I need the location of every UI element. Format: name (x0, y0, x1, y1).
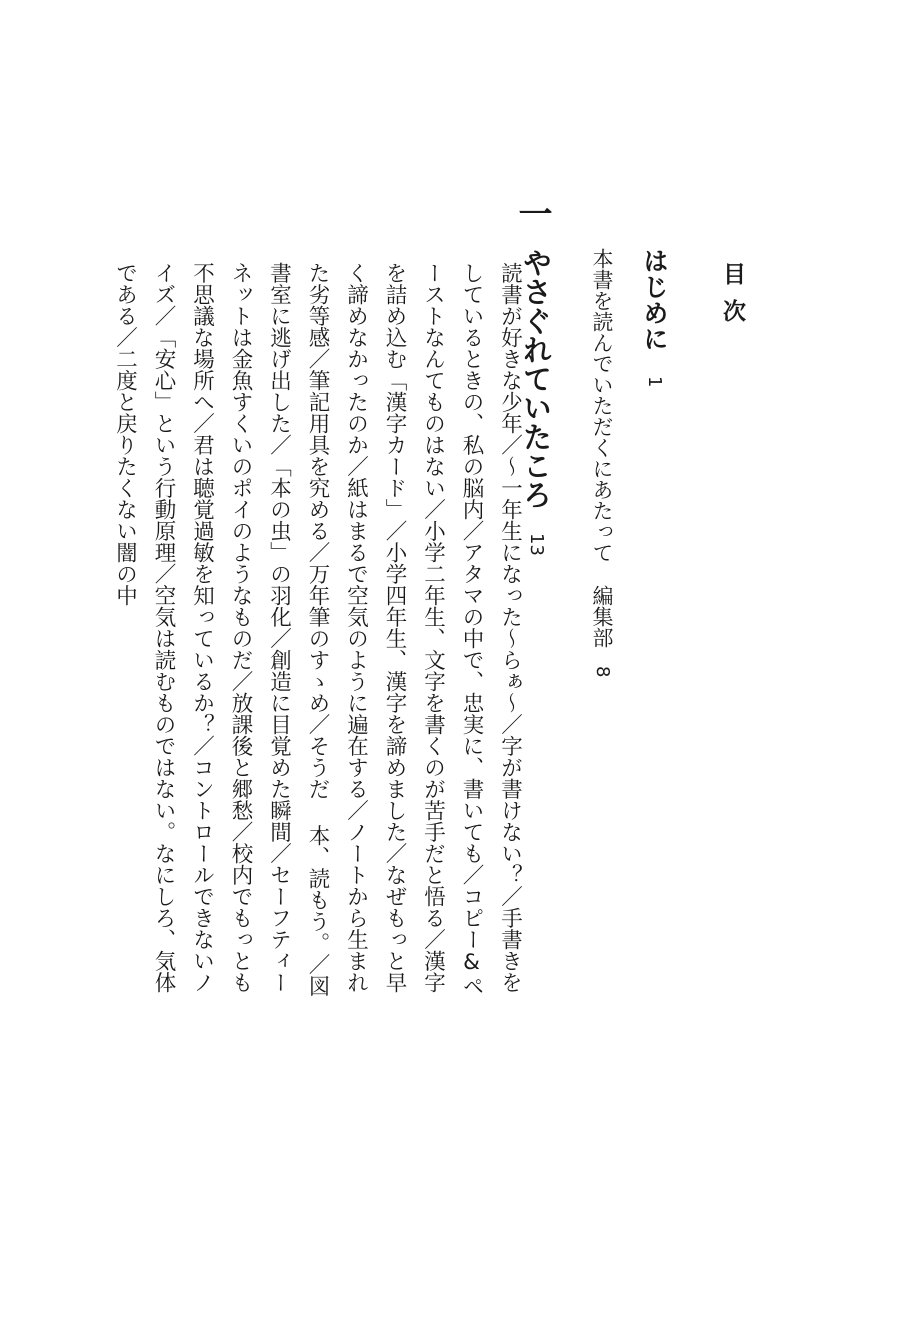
summary-line: く諦めなかったのか／紙はまるで空気のように遍在する／ノートから生まれ (343, 262, 369, 993)
toc-entry-reading-notes[interactable] (587, 248, 617, 677)
summary-line: た劣等感／筆記用具を究める／万年筆のすゝめ／そうだ 本、読もう。／図 (305, 262, 330, 997)
toc-entry-page: 8 (592, 666, 613, 678)
toc-entry-introduction[interactable] (636, 248, 672, 388)
toc-entry-title: はじめに (640, 248, 669, 352)
summary-line: を詰め込む「漢字カード」／小学四年生、漢字を諦めました／なぜもっと早 (382, 262, 407, 993)
summary-line: 読書が好きな少年／〜一年生になった〜らぁ〜／字が書けない？／手書きを (497, 262, 523, 993)
toc-entry-author: 編集部 (590, 585, 614, 648)
toc-entry-page: 1 (644, 376, 665, 389)
chapter-title: やさぐれていたころ (519, 248, 553, 509)
summary-line: イズ／「安心」という行動原理／空気は読むものではない。なにしろ、気体 (151, 262, 176, 993)
summary-line: である／二度と戻りたくない闇の中 (112, 262, 138, 606)
chapter-number: 一 (512, 196, 552, 230)
toc-heading: 目次 (719, 262, 745, 336)
summary-line: ーストなんてものはない／小学二年生、文字を書くのが苦手だと悟る／漢字 (420, 262, 446, 993)
chapter-page: 13 (526, 533, 547, 556)
summary-line: しているときの、私の脳内／アタマの中で、忠実に、書いても／コピー&ペ (459, 262, 484, 997)
toc-entry-title: 本書を読んでいただくにあたって (590, 248, 614, 563)
chapter-summary (105, 262, 529, 1052)
summary-line: 書室に逃げ出した／「本の虫」の羽化／創造に目覚めた瞬間／セーフティー (266, 262, 292, 993)
summary-line: 不思議な場所へ／君は聴覚過敏を知っているか？／コントロールできないノ (189, 262, 215, 993)
summary-line: ネットは金魚すくいのポイのようなものだ／放課後と郷愁／校内でもっとも (228, 262, 253, 993)
